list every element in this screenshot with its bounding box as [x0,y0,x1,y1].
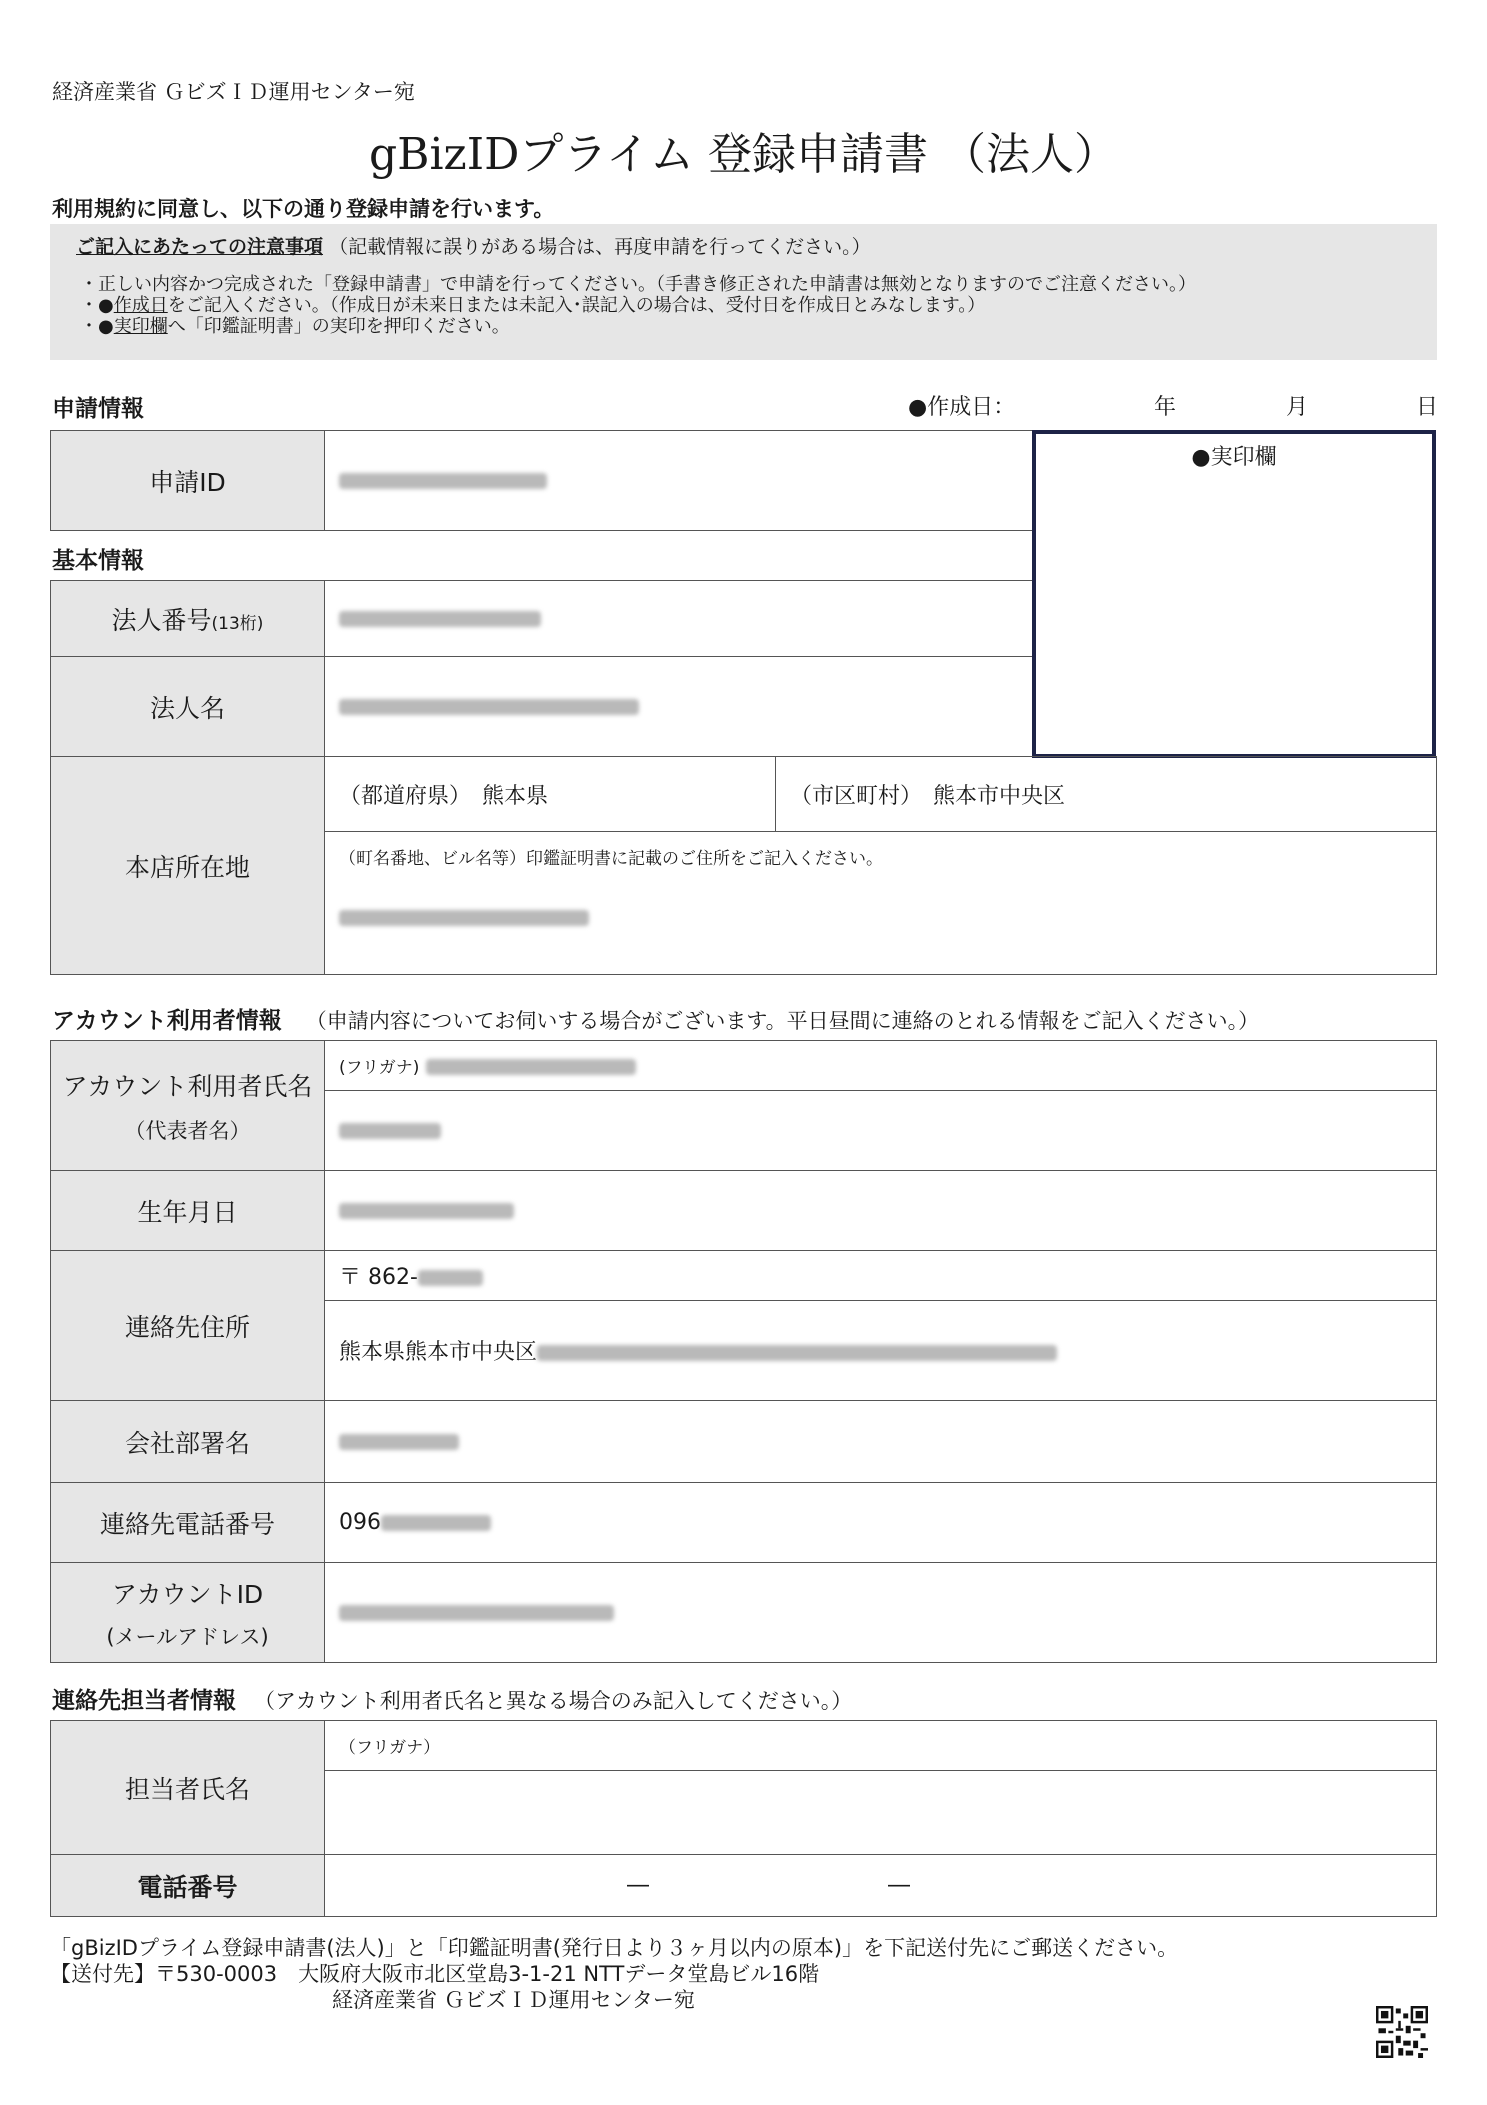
postal-code-field[interactable]: 〒 862- [325,1251,1437,1301]
notice-line-3: ・●実印欄へ「印鑑証明書」の実印を押印ください。 [80,316,510,337]
corp-number-value[interactable] [325,581,1033,657]
department-value[interactable] [325,1401,1437,1483]
person-name-label: 担当者氏名 [51,1721,325,1855]
birth-date-value[interactable] [325,1171,1437,1251]
city-field[interactable]: （市区町村） 熊本市中央区 [776,757,1437,832]
prefecture-value: 熊本県 [482,783,549,809]
account-info-table [50,1040,1437,1663]
account-furigana-field[interactable]: (フリガナ) [325,1041,1437,1091]
street-field[interactable] [325,832,1437,975]
city-value: 熊本市中央区 [933,783,1066,809]
account-name-label: アカウント利用者氏名 （代表者名） [51,1041,325,1171]
contact-address-value[interactable]: 熊本県熊本市中央区 [325,1301,1437,1401]
contact-address-label: 連絡先住所 [51,1251,325,1401]
section-basic-info: 基本情報 [52,548,144,574]
account-name-value[interactable] [325,1091,1437,1171]
basic-info-table [50,580,1033,757]
footer-line-2: 【送付先】〒530-0003 大阪府大阪市北区堂島3-1-21 NTTデータ堂島ビル16階 [50,1962,820,1986]
person-furigana-field[interactable]: （フリガナ） [325,1721,1437,1771]
section-account-info: アカウント利用者情報 （申請内容についてお伺いする場合がございます。平日昼間に連絡のとれる情報をご記入ください。） [52,1008,1260,1034]
mailing-instructions [50,1935,1178,2013]
corp-name-value[interactable] [325,657,1033,757]
account-id-value[interactable] [325,1563,1437,1663]
phone-value[interactable]: 096 [325,1483,1437,1563]
phone-label: 連絡先電話番号 [51,1483,325,1563]
contact-person-table [50,1720,1437,1917]
application-id-table [50,430,1033,531]
person-name-field[interactable] [325,1771,1437,1855]
department-label: 会社部署名 [51,1401,325,1483]
addressee: 経済産業省 ＧビズＩＤ運用センター宛 [52,80,415,104]
application-id-value[interactable] [325,431,1033,531]
notice-lines [80,274,1196,337]
section-application-info: 申請情報 [52,396,144,422]
birth-date-label: 生年月日 [51,1171,325,1251]
seal-label: ●実印欄 [1191,445,1277,470]
corp-name-label: 法人名 [51,657,325,757]
footer-line-1: 「gBizIDプライム登録申請書(法人)」と「印鑑証明書(発行日より３ヶ月以内の原本)」を下記送付先にご郵送ください。 [50,1936,1179,1960]
street-note: （町名番地、ビル名等）印鑑証明書に記載のご住所をご記入ください。 [339,849,883,869]
hq-address-table [50,756,1437,975]
notice-box [50,224,1437,360]
seal-box[interactable] [1032,430,1436,758]
application-id-label: 申請ID [51,431,325,531]
person-phone-label: 電話番号 [51,1855,325,1917]
prefecture-field[interactable]: （都道府県） 熊本県 [325,757,776,832]
agreement-statement: 利用規約に同意し、以下の通り登録申請を行います。 [52,197,555,221]
section-contact-info: 連絡先担当者情報 （アカウント利用者氏名と異なる場合のみ記入してください。） [52,1688,853,1714]
notice-line-1: ・正しい内容かつ完成された「登録申請書」で申請を行ってください。（手書き修正された申請書は無効となりますのでご注意ください。） [80,274,1196,295]
form-title: gBizIDプライム 登録申請書 （法人） [368,129,1119,180]
person-phone-field[interactable]: ― ― [325,1855,1437,1917]
notice-heading: ご記入にあたっての注意事項 （記載情報に誤りがある場合は、再度申請を行ってください。） [76,236,871,258]
notice-line-2: ・●作成日をご記入ください。（作成日が未来日または未記入･誤記入の場合は、受付日を作成日とみなします。） [80,295,986,316]
qr-code-icon [1376,2006,1428,2058]
hq-address-label: 本店所在地 [51,757,325,975]
account-id-label: アカウントID (メールアドレス) [51,1563,325,1663]
footer-line-3: 経済産業省 ＧビズＩＤ運用センター宛 [332,1988,695,2012]
corp-number-label: 法人番号(13桁) [51,581,325,657]
